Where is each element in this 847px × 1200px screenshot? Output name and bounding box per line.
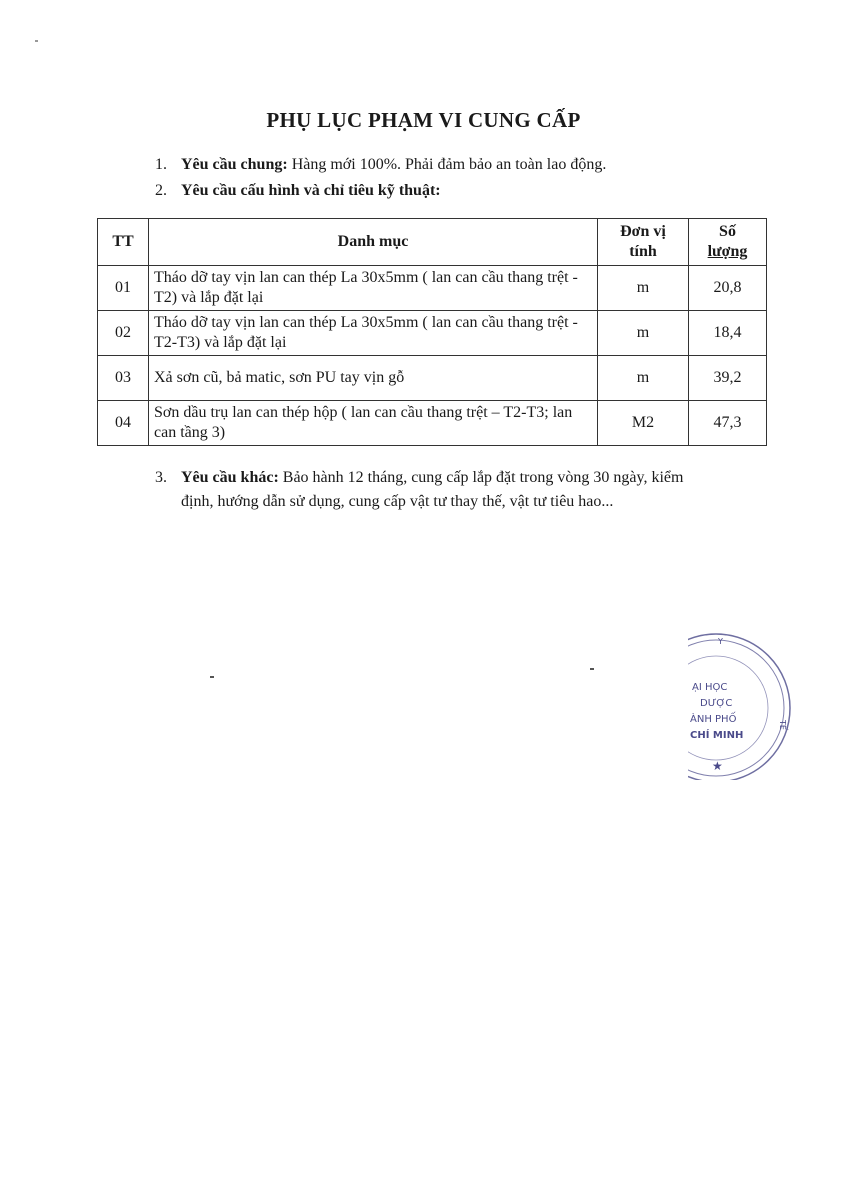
svg-text:TẾ: TẾ	[778, 720, 787, 730]
scan-speck	[210, 676, 214, 678]
cell-qty: 20,8	[689, 266, 767, 311]
requirement-other	[155, 466, 795, 514]
official-seal	[688, 630, 792, 780]
cell-unit: m	[598, 311, 689, 356]
svg-text:CHÍ MINH: CHÍ MINH	[690, 730, 744, 741]
requirement-text: Hàng mới 100%. Phải đảm bảo an toàn lao động.	[287, 156, 607, 173]
requirement-label: Yêu cầu cấu hình và chỉ tiêu kỹ thuật:	[181, 182, 441, 199]
header-qty-line2: lượng	[707, 243, 748, 260]
header-qty	[689, 219, 767, 266]
svg-text:ÀNH PHỐ: ÀNH PHỐ	[690, 714, 737, 725]
table-row	[98, 356, 767, 401]
requirement-text: Bảo hành 12 tháng, cung cấp lắp đặt trong vòng 30 ngày, kiểm	[278, 469, 684, 486]
scan-speck	[590, 668, 594, 670]
cell-qty: 47,3	[689, 401, 767, 446]
cell-tt: 01	[98, 266, 149, 311]
header-unit-line1: Đơn vị	[620, 223, 666, 240]
header-unit-line2: tính	[629, 243, 657, 260]
page-title: PHỤ LỤC PHẠM VI CUNG CẤP	[266, 108, 581, 132]
requirement-general	[155, 153, 606, 177]
requirement-number: 1.	[155, 156, 167, 173]
svg-text:★: ★	[712, 759, 723, 773]
header-item: Danh mục	[149, 219, 598, 266]
cell-item: Tháo dỡ tay vịn lan can thép La 30x5mm ( lan can cầu thang trệt -T2-T3) và lắp đặt lại	[149, 311, 598, 356]
scan-speck	[35, 40, 38, 42]
header-tt: TT	[98, 219, 149, 266]
requirement-number: 2.	[155, 182, 167, 199]
cell-qty: 39,2	[689, 356, 767, 401]
table-row	[98, 401, 767, 446]
seal-graphic	[688, 630, 792, 780]
table-header-row	[98, 219, 767, 266]
svg-text:ẠI HỌC: ẠI HỌC	[692, 682, 728, 693]
requirement-technical	[155, 179, 441, 203]
cell-tt: 02	[98, 311, 149, 356]
cell-unit: M2	[598, 401, 689, 446]
header-qty-line1: Số	[719, 223, 736, 240]
svg-text:DƯỢC: DƯỢC	[700, 698, 733, 709]
cell-item: Sơn dầu trụ lan can thép hộp ( lan can cầu thang trệt – T2-T3; lan can tầng 3)	[149, 401, 598, 446]
header-unit	[598, 219, 689, 266]
requirement-text-continued: định, hướng dẫn sử dụng, cung cấp vật tư thay thế, vật tư tiêu hao...	[181, 493, 614, 510]
requirement-label: Yêu cầu chung:	[181, 156, 288, 173]
cell-qty: 18,4	[689, 311, 767, 356]
cell-unit: m	[598, 266, 689, 311]
requirement-number: 3.	[155, 469, 167, 486]
svg-text:Y: Y	[718, 637, 723, 646]
cell-item: Xả sơn cũ, bả matic, sơn PU tay vịn gỗ	[149, 356, 598, 401]
scope-table	[97, 218, 767, 446]
requirement-label: Yêu cầu khác:	[181, 469, 279, 486]
cell-tt: 04	[98, 401, 149, 446]
cell-tt: 03	[98, 356, 149, 401]
cell-unit: m	[598, 356, 689, 401]
table-row	[98, 266, 767, 311]
table-row	[98, 311, 767, 356]
cell-item: Tháo dỡ tay vịn lan can thép La 30x5mm ( lan can cầu thang trệt -T2) và lắp đặt lại	[149, 266, 598, 311]
